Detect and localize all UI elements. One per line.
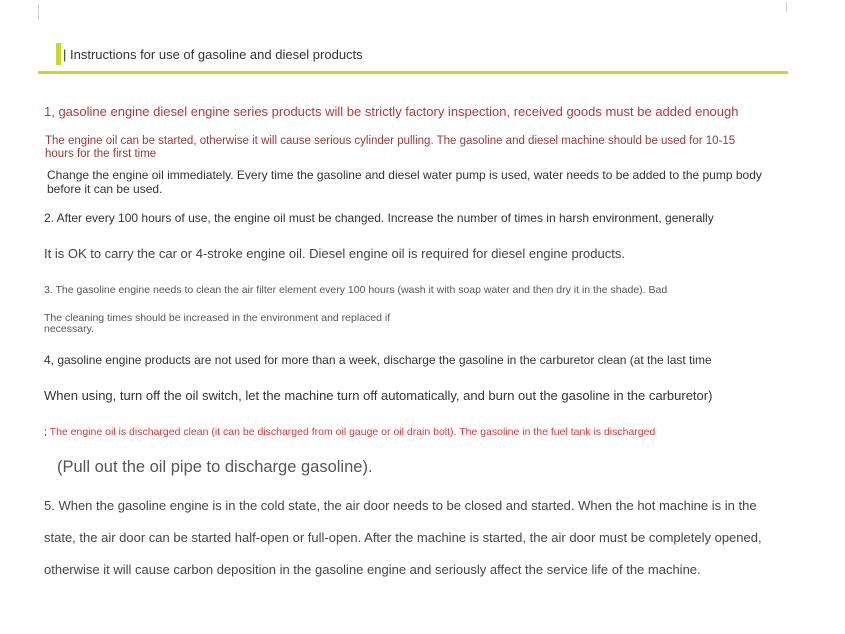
instruction-1-line-1: 1, gasoline engine diesel engine series products will be strictly factory inspection, received goods must be added enough [44,104,739,119]
instruction-5-line-1: 5. When the gasoline engine is in the cold state, the air door needs to be closed and started. When the hot machine is in the [44,498,757,513]
instruction-2-line-1: 2. After every 100 hours of use, the engine oil must be changed. Increase the number of times in harsh environment, generally [44,211,714,225]
instruction-3-line-2: The cleaning times should be increased in the environment and replaced if necessary. [44,312,391,335]
page-title: | Instructions for use of gasoline and diesel products [63,46,363,62]
instruction-2-line-2: It is OK to carry the car or 4-stroke engine oil. Diesel engine oil is required for diesel engine products. [44,246,625,261]
instruction-4-line-4: (Pull out the oil pipe to discharge gasoline). [57,458,373,476]
header-underline [38,71,788,74]
instruction-4-line-3-text: The engine oil is discharged clean (it can be discharged from oil gauge or oil drain bolt). The gasoline in the fuel tank is discharged [49,426,656,438]
instruction-5-line-2: state, the air door can be started half-open or full-open. After the machine is started, the air door must be completely opened, [44,530,762,545]
instruction-1-line-2: The engine oil can be started, otherwise it will cause serious cylinder pulling. The gasoline and diesel machine should be used for 10-15 hours for the first time [45,135,736,160]
right-edge-line [786,2,787,12]
instruction-1-line-3: Change the engine oil immediately. Every time the gasoline and diesel water pump is used, water needs to be added to the pump body before it can be used. [47,168,762,196]
section-header [56,43,363,65]
instruction-4-line-3 [44,426,655,438]
instruction-5-line-3: otherwise it will cause carbon deposition in the gasoline engine and seriously affect the service life of the machine. [44,562,701,577]
instruction-3-line-1: 3. The gasoline engine needs to clean the air filter element every 100 hours (wash it with soap water and then dry it in the shade). Bad [44,284,668,296]
header-accent-bar [56,43,61,65]
instruction-4-line-2: When using, turn off the oil switch, let the machine turn off automatically, and burn out the gasoline in the carburetor) [44,388,713,403]
instruction-4-line-1: 4, gasoline engine products are not used for more than a week, discharge the gasoline in the carburetor clean (at the last time [44,353,712,367]
left-edge-line [38,4,39,20]
line-prefix: ; [44,426,50,438]
